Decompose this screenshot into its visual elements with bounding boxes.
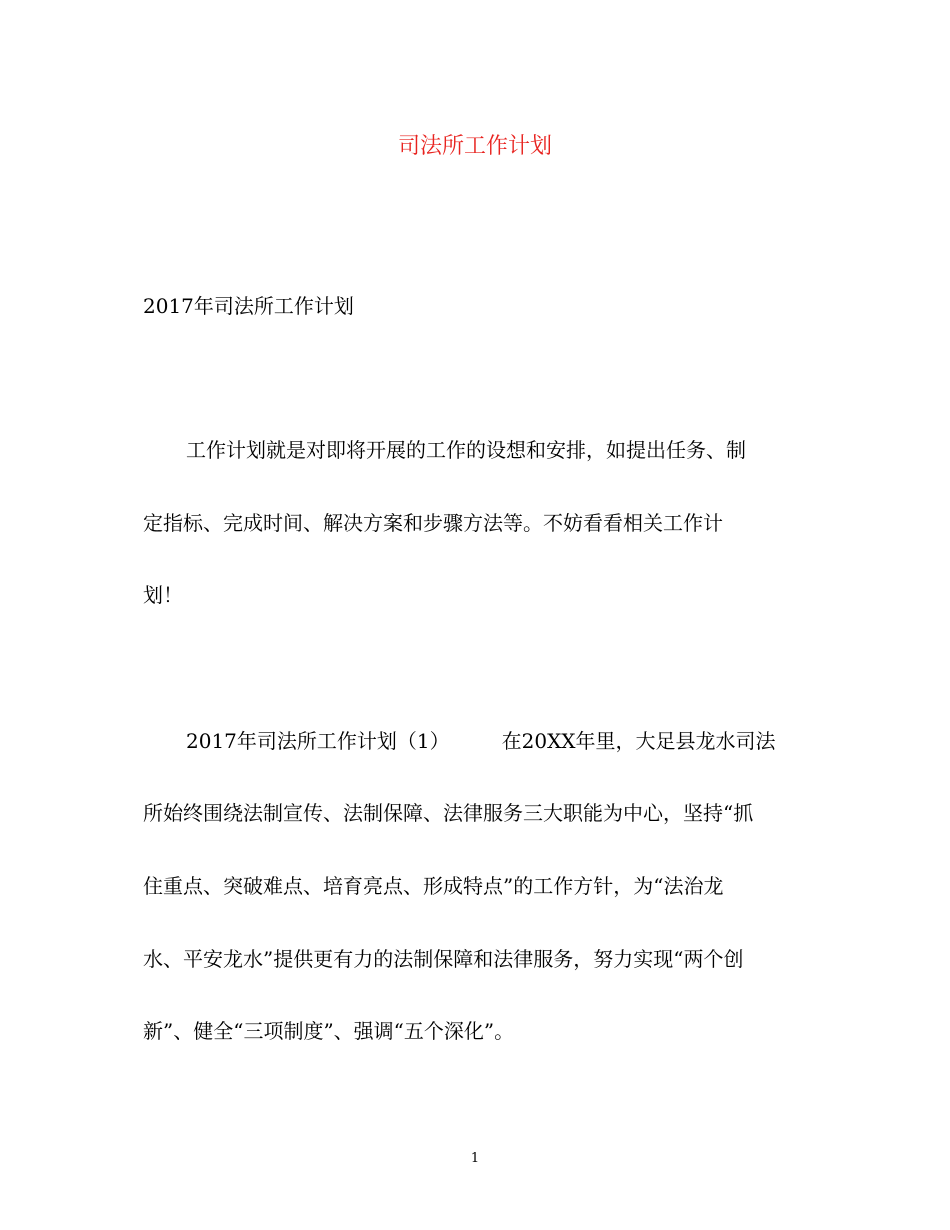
page-number: 1 xyxy=(470,1151,480,1166)
section-heading: 2017年司法所工作计划（1） xyxy=(186,729,450,753)
body-line-4: 新”、健全“三项制度”、强调“五个深化”。 xyxy=(143,1019,515,1043)
intro-line-1: 工作计划就是对即将开展的工作的设想和安排，如提出任务、制 xyxy=(186,438,746,462)
document-title: 司法所工作计划 xyxy=(397,134,552,159)
body-line-3: 水、平安龙水”提供更有力的法制保障和法律服务，努力实现“两个创 xyxy=(143,947,744,971)
intro-line-3: 划！ xyxy=(143,583,183,607)
body-line-2: 住重点、突破难点、培育亮点、形成特点”的工作方针，为“法治龙 xyxy=(143,874,724,898)
body-line-1: 所始终围绕法制宣传、法制保障、法律服务三大职能为中心，坚持“抓 xyxy=(143,801,754,825)
section-opening-text: 在20XX年里，大足县龙水司法 xyxy=(501,729,776,753)
document-subtitle: 2017年司法所工作计划 xyxy=(143,294,354,318)
intro-line-2: 定指标、完成时间、解决方案和步骤方法等。不妨看看相关工作计 xyxy=(143,511,723,535)
section-first-line xyxy=(186,726,776,756)
